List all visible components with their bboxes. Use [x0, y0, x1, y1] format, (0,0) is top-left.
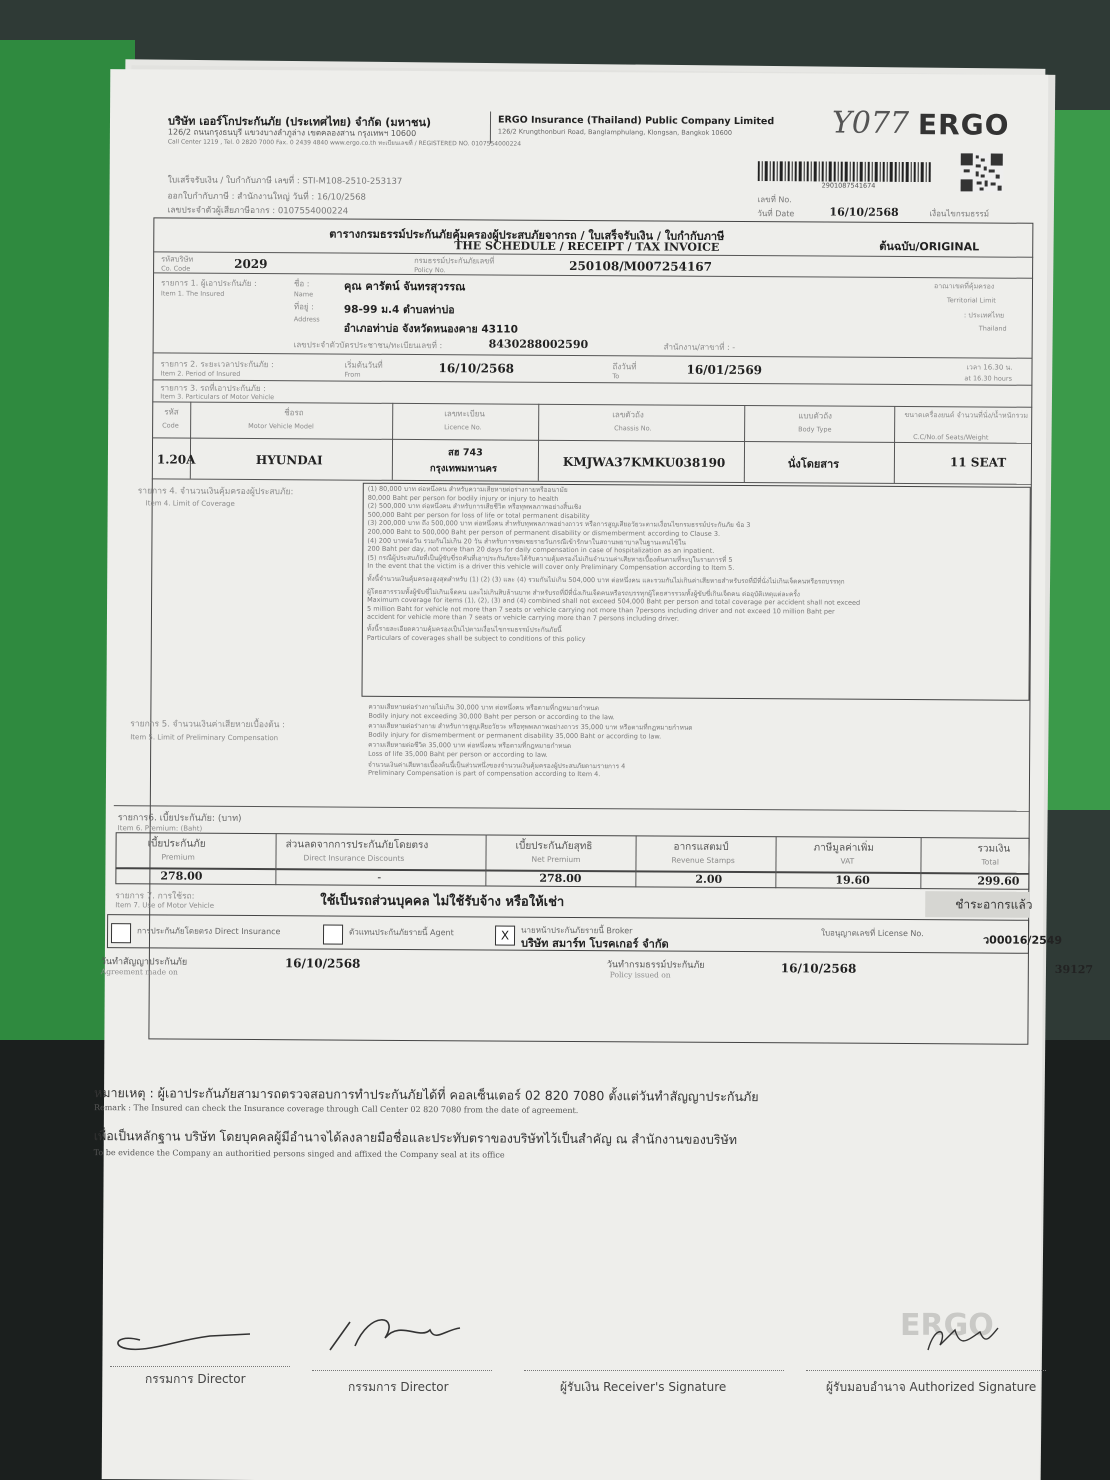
coverage-line: (1) 80,000 บาท ต่อหนึ่งคน สำหรับความเสียหายต่อร่างกายหรืออนามัย — [367, 484, 568, 494]
code-value: 2029 — [234, 256, 268, 272]
code-label-en: Co. Code — [161, 264, 191, 273]
preliminary-line: ความเสียหายต่อร่างกาย สำหรับการสูญเสียอวัยวะ หรือทุพพลภาพอย่างถาวร 35,000 บาท หรือตามที่กฎหมายกำหนด — [368, 721, 693, 732]
director2-label: กรรมการ Director — [348, 1380, 449, 1394]
net-premium-header-en: Net Premium — [531, 854, 581, 865]
policy-issued-th: วันทำกรมธรรม์ประกันภัย — [606, 960, 705, 971]
preliminary-line: Bodily injury not exceeding 30,000 Baht per person or according to the law. — [368, 711, 615, 721]
company-contact: Call Center 1219 , Tel. 0 2820 7000 Fax. 0 2439 4840 www.ergo.co.th ทะเบียนเลขที่ / REGISTERED NO. 0107554000224 — [167, 138, 522, 148]
period-item-en: Item 2. Period of Insured — [160, 369, 241, 378]
id-value: 8430288002590 — [488, 337, 589, 352]
preliminary-item-th: รายการ 5. จำนวนเงินค่าเสียหายเบื้องต้น : — [130, 719, 286, 731]
premium-item-th: รายการ6. เบี้ยประกันภัย: (บาท) — [117, 813, 242, 824]
premium-value: 278.00 — [160, 869, 203, 883]
branch-label: สำนักงาน/สาขาที่ : - — [663, 342, 736, 352]
vehicle-header-chassis: เลขตัวถัง — [612, 410, 644, 420]
to-label-en: To — [612, 372, 620, 381]
from-label-en: From — [344, 370, 361, 379]
period-from: 16/10/2568 — [438, 361, 515, 376]
address-label-en: Address — [293, 315, 320, 324]
coverage-line: 200 Baht per day, not more than 20 days for daily compensation in case of hospitalization as an inpatient. — [367, 544, 715, 556]
body-type: นั่งโดยสาร — [787, 457, 840, 471]
stamps-header: อากรแสตมป์ — [673, 841, 729, 853]
stamps-header-en: Revenue Stamps — [671, 855, 735, 865]
no-label: เลขที่ No. — [757, 195, 792, 205]
barcode — [758, 161, 934, 182]
vehicle-header-code: รหัส — [164, 407, 179, 417]
premium-header: เบี้ยประกันภัย — [147, 838, 206, 850]
preliminary-line: Preliminary Compensation is part of compensation according to Item 4. — [367, 768, 601, 779]
vehicle-model: HYUNDAI — [255, 453, 323, 468]
insured-item-th: รายการ 1. ผู้เอาประกันภัย : — [160, 278, 257, 289]
authorized-label: ผู้รับมอบอำนาจ Authorized Signature — [826, 1380, 1037, 1394]
payment-note: เงื่อนไขกรมธรรม์ — [929, 209, 990, 219]
company-name-en: ERGO Insurance (Thailand) Public Company Limited — [497, 114, 775, 128]
policy-label-en: Policy No. — [414, 266, 446, 275]
direct-label: การประกันภัยโดยตรง Direct Insurance — [137, 926, 281, 937]
evidence-th: เพื่อเป็นหลักฐาน บริษัท โดยบุคคลผู้มีอำนาจได้ลงลายมือชื่อและประทับตราของบริษัทไว้เป็นสำคัญ ณ สำนักงานของบริษัท — [93, 1128, 738, 1147]
id-label: เลขประจำตัวบัตรประชาชน/ทะเบียนเลขที่ : — [293, 340, 443, 351]
territory-th: อาณาเขตที่คุ้มครอง — [933, 282, 995, 291]
barcode-number: 2901087541674 — [821, 181, 876, 190]
coverage-line: Particulars of coverages shall be subject to conditions of this policy — [366, 633, 586, 643]
ergo-watermark: ERGO — [900, 1310, 994, 1343]
insured-name: คุณ คารัตน์ จันทรสุวรรณ — [343, 279, 466, 294]
company-address-en: 126/2 Krungthonburi Road, Banglamphulang, Klongsan, Bangkok 10600 — [497, 127, 733, 137]
receiver-label: ผู้รับเงิน Receiver's Signature — [560, 1380, 727, 1394]
agreement-made-value: 16/10/2568 — [284, 956, 361, 971]
coverage-line: (2) 500,000 บาท ต่อหนึ่งคน สำหรับการเสียชีวิต หรือทุพพลภาพอย่างสิ้นเชิง — [367, 501, 582, 512]
direct-checkbox — [111, 923, 131, 943]
name-label: ชื่อ : — [293, 279, 310, 289]
vehicle-code: 1.20A — [156, 452, 196, 467]
time-en: at 16.30 hours — [964, 374, 1013, 383]
vehicle-header-seats-en: C.C/No.of Seats/Weight — [913, 433, 989, 442]
coverage-line: (3) 200,000 บาท ถึง 500,000 บาท ต่อหนึ่งคน สำหรับทุพพลภาพอย่างถาวร หรือการสูญเสียอวัยวะตามเงื่อนไขกรมธรรม์ประกันภัย ข้อ 3 — [367, 519, 751, 530]
broker-label: นายหน้าประกันภัยรายนี้ Broker — [521, 925, 633, 936]
vehicle-header-model-en: Motor Vehicle Model — [248, 421, 314, 431]
remark-th: หมายเหตุ : ผู้เอาประกันภัยสามารถตรวจสอบการทำประกันภัยได้ที่ คอลเซ็นเตอร์ 02 820 7080 ตั้งแต่วันทำสัญญาประกันภัย — [94, 1085, 759, 1105]
policy-issued-en: Policy issued on — [609, 970, 671, 980]
vat-header: ภาษีมูลค่าเพิ่ม — [813, 842, 875, 854]
vehicle-header-model: ชื่อรถ — [284, 408, 304, 418]
license-value: ว00016/2549 — [982, 933, 1063, 947]
premium-header-en: Premium — [161, 852, 195, 862]
insured-item-en: Item 1. The Insured — [160, 289, 225, 298]
title-en: THE SCHEDULE / RECEIPT / TAX INVOICE — [454, 239, 720, 254]
discount-header-en: Direct Insurance Discounts — [303, 853, 405, 863]
policy-label: กรมธรรม์ประกันภัยเลขที่ — [414, 256, 495, 266]
total-header: รวมเงิน — [977, 843, 1011, 855]
company-name-th: บริษัท เออร์โกประกันภัย (ประเทศไทย) จำกัด (มหาชน) — [167, 114, 432, 130]
preliminary-line: ความเสียหายต่อชีวิต 35,000 บาท ต่อหนึ่งคน หรือตามที่กฎหมายกำหนด — [368, 741, 572, 751]
remark-en: Remark : The Insured can check the Insurance coverage through Call Center 02 820 7080 from the date of agreement. — [93, 1103, 579, 1116]
discount-header: ส่วนลดจากการประกันภัยโดยตรง — [285, 839, 429, 852]
net-premium-header: เบี้ยประกันภัยสุทธิ — [515, 840, 593, 853]
vehicle-header-licence: เลขทะเบียน — [444, 409, 485, 419]
director1-label: กรรมการ Director — [145, 1372, 246, 1386]
ergo-logo: ERGO — [917, 108, 1010, 142]
address-line2: อำเภอท่าบ่อ จังหวัดหนองคาย 43110 — [343, 322, 518, 336]
stamps-value: 2.00 — [695, 872, 723, 886]
coverage-line: ผู้โดยสารรวมทั้งผู้ขับขี่ไม่เกินเจ็ดคน และไม่เกินสิบล้านบาท สำหรับรถที่มีที่นั่งเกินเจ็ดคนหรือรถบรรทุกผู้โดยสารรวมทั้งผู้ขับขี่เกินเจ็ดคน ต่ออุบัติเหตุแต่ละครั้ง — [367, 587, 801, 598]
territory-en: Territorial Limit — [946, 296, 996, 305]
coverage-line: Maximum coverage for items (1), (2), (3) and (4) combined shall not exceed 504,000 Baht per person and total coverage per accident shall not exceed — [367, 595, 861, 607]
use-item-en: Item 7. Use of Motor Vehicle — [115, 901, 215, 910]
title-th: ตารางกรมธรรม์ประกันภัยคุ้มครองผู้ประสบภัยจากรถ / ใบเสร็จรับเงิน / ใบกำกับภาษี — [329, 227, 725, 243]
from-label: เริ่มต้นวันที่ — [344, 360, 383, 370]
handwritten-note: Y077 — [831, 105, 910, 142]
doc-date: 16/10/2568 — [829, 205, 899, 219]
vehicle-item-en: Item 3. Particulars of Motor Vehicle — [160, 392, 275, 402]
preliminary-text — [368, 703, 693, 780]
preliminary-line: Bodily injury for dismemberment or permanent disability 35,000 Baht or according to law. — [368, 730, 662, 741]
code-label: รหัสบริษัท — [161, 254, 194, 264]
coverage-line: ทั้งนี้จำนวนเงินคุ้มครองสูงสุดสำหรับ (1) (2) (3) และ (4) รวมกันไม่เกิน 504,000 บาท ต่อหนึ่งคน และรวมกันไม่เกินค่าเสียหายสำหรับรถที่มีที่นั่งไม่เกินเจ็ดคนหรือรถบรรทุก — [367, 574, 845, 586]
vehicle-header-body-en: Body Type — [798, 425, 832, 434]
vat-header-en: VAT — [840, 856, 855, 866]
coverage-line: accident for vehicle more than 7 seats or vehicle carrying more than 7 persons including driver. — [366, 613, 679, 623]
licence-line1: สฮ 743 — [447, 447, 483, 459]
agreement-made-en: Agreement made on — [100, 967, 178, 977]
total-header-en: Total — [981, 857, 1000, 867]
coverage-line: 200,000 Baht to 500,000 Baht per person of permanent disability or dismemberment according to Clause 3. — [367, 527, 721, 538]
tax-id: เลขประจำตัวผู้เสียภาษีอากร : 0107554000224 — [167, 205, 349, 217]
preliminary-line: จำนวนเงินค่าเสียหายเบื้องต้นนี้เป็นส่วนหนึ่งของจำนวนเงินคุ้มครองผู้ประสบภัยตามรายการ 4 — [368, 760, 626, 770]
issued-at: ออกใบกำกับภาษี : สำนักงานใหญ่ วันที่ : 16/10/2568 — [167, 191, 366, 203]
period-to: 16/01/2569 — [686, 362, 763, 378]
use-item-th: รายการ 7. การใช้รถ: — [115, 891, 195, 902]
name-label-en: Name — [293, 290, 314, 299]
broker-checkbox: X — [495, 926, 515, 946]
territory-value-th: : ประเทศไทย — [963, 311, 1005, 320]
preliminary-line: Loss of life 35,000 Baht per person or according to law. — [368, 749, 548, 759]
seats: 11 SEAT — [949, 455, 1007, 470]
use-value: ใช้เป็นรถส่วนบุคคล ไม่ใช้รับจ้าง หรือให้เช่า — [320, 893, 565, 910]
policy-document — [93, 69, 1094, 1480]
policy-number: 250108/M007254167 — [569, 258, 713, 274]
vehicle-header-seats: ขนาดเครื่องยนต์ จำนวนที่นั่ง/น้ำหนักรวม — [904, 411, 1029, 420]
total-value: 299.60 — [977, 874, 1020, 888]
preliminary-line: ความเสียหายต่อร่างกายไม่เกิน 30,000 บาท ต่อหนึ่งคน หรือตามที่กฎหมายกำหนด — [368, 702, 599, 713]
time-th: เวลา 16.30 น. — [966, 363, 1013, 372]
address-line1: 98-99 ม.4 ตำบลท่าบ่อ — [343, 303, 455, 317]
chassis-number: KMJWA37KMKU038190 — [562, 454, 726, 470]
coverage-item-en: Item 4. Limit of Coverage — [145, 499, 235, 508]
vehicle-item-th: รายการ 3. รถที่เอาประกันภัย : — [160, 383, 266, 394]
territory-value-en: Thailand — [978, 324, 1007, 333]
header-divider — [490, 111, 491, 143]
coverage-line: (5) กรณีผู้ประสบภัยที่เป็นผู้ขับขี่รถคันที่เอาประกันภัยจะได้รับความคุ้มครองไม่เกินจำนวนค่าเสียหายเบื้องต้นตามที่ระบุในรายการที่ 5 — [367, 553, 733, 564]
coverage-line: 500,000 Baht per person for loss of life or total permanent disability — [367, 510, 590, 520]
coverage-line: In the event that the victim is a driver this vehicle will cover only Preliminary Compensation according to Item 5. — [367, 562, 735, 573]
coverage-line: (4) 200 บาทต่อวัน รวมกันไม่เกิน 20 วัน สำหรับการชดเชยรายวันกรณีเข้ารักษาในสถานพยาบาลในฐานะคนไข้ใน — [367, 536, 686, 547]
license-label: ใบอนุญาตเลขที่ License No. — [821, 928, 924, 939]
net-premium-value: 278.00 — [539, 871, 582, 886]
premium-item-en: Item 6. Premium: (Baht) — [117, 824, 203, 833]
coverage-line: 80,000 Baht per person for bodily injury or injury to health — [367, 493, 559, 503]
to-label: ถึงวันที่ — [612, 362, 637, 372]
vehicle-header-licence-en: Licence No. — [444, 423, 482, 432]
policy-issued-value: 16/10/2568 — [780, 961, 857, 976]
coverage-item-th: รายการ 4. จำนวนเงินคุ้มครองผู้ประสบภัย: — [137, 486, 294, 498]
preliminary-item-en: Item 5. Limit of Preliminary Compensation — [130, 733, 279, 743]
vehicle-header-code-en: Code — [162, 421, 179, 430]
coverage-line: 5 million Baht for vehicle not more than 7 seats or vehicle carrying not more than 7persons including driver and not exceed 10 million Baht per — [367, 604, 835, 616]
original-label: ต้นฉบับ/ORIGINAL — [879, 239, 980, 254]
qr-code — [960, 152, 1004, 192]
coverage-line: ทั้งนี้รายละเอียดความคุ้มครองเป็นไปตามเงื่อนไขกรมธรรม์ประกันภัยนี้ — [366, 624, 562, 634]
broker-name: บริษัท สมาร์ท โบรคเกอร์ จำกัด — [520, 936, 669, 951]
agreement-made-th: วันทำสัญญาประกันภัย — [100, 957, 188, 968]
evidence-en: To be evidence the Company an authoritied persons singed and affixed the Company seal at its office — [93, 1148, 505, 1160]
period-item-th: รายการ 2. ระยะเวลาประกันภัย : — [160, 359, 274, 370]
licence-line2: กรุงเทพมหานคร — [429, 463, 497, 475]
date-label: วันที่ Date — [757, 209, 795, 219]
receipt-number: ใบเสร็จรับเงิน / ใบกำกับภาษี เลขที่ : STI-M108-2510-253137 — [167, 175, 403, 187]
reference-number: 39127 — [1054, 962, 1094, 977]
stamp-duty: ชำระอากรแล้ว — [955, 897, 1033, 912]
discount-value: - — [377, 870, 382, 884]
agent-label: ตัวแทนประกันภัยรายนี้ Agent — [349, 927, 454, 938]
agent-checkbox — [323, 924, 343, 944]
vehicle-header-chassis-en: Chassis No. — [614, 424, 652, 433]
vat-value: 19.60 — [835, 873, 870, 887]
coverage-text — [367, 485, 861, 645]
address-label: ที่อยู่ : — [293, 302, 314, 312]
company-address-th: 126/2 ถนนกรุงธนบุรี แขวงบางลำภูล่าง เขตคลองสาน กรุงเทพฯ 10600 — [167, 127, 417, 139]
vehicle-header-body: แบบตัวถัง — [798, 411, 832, 421]
